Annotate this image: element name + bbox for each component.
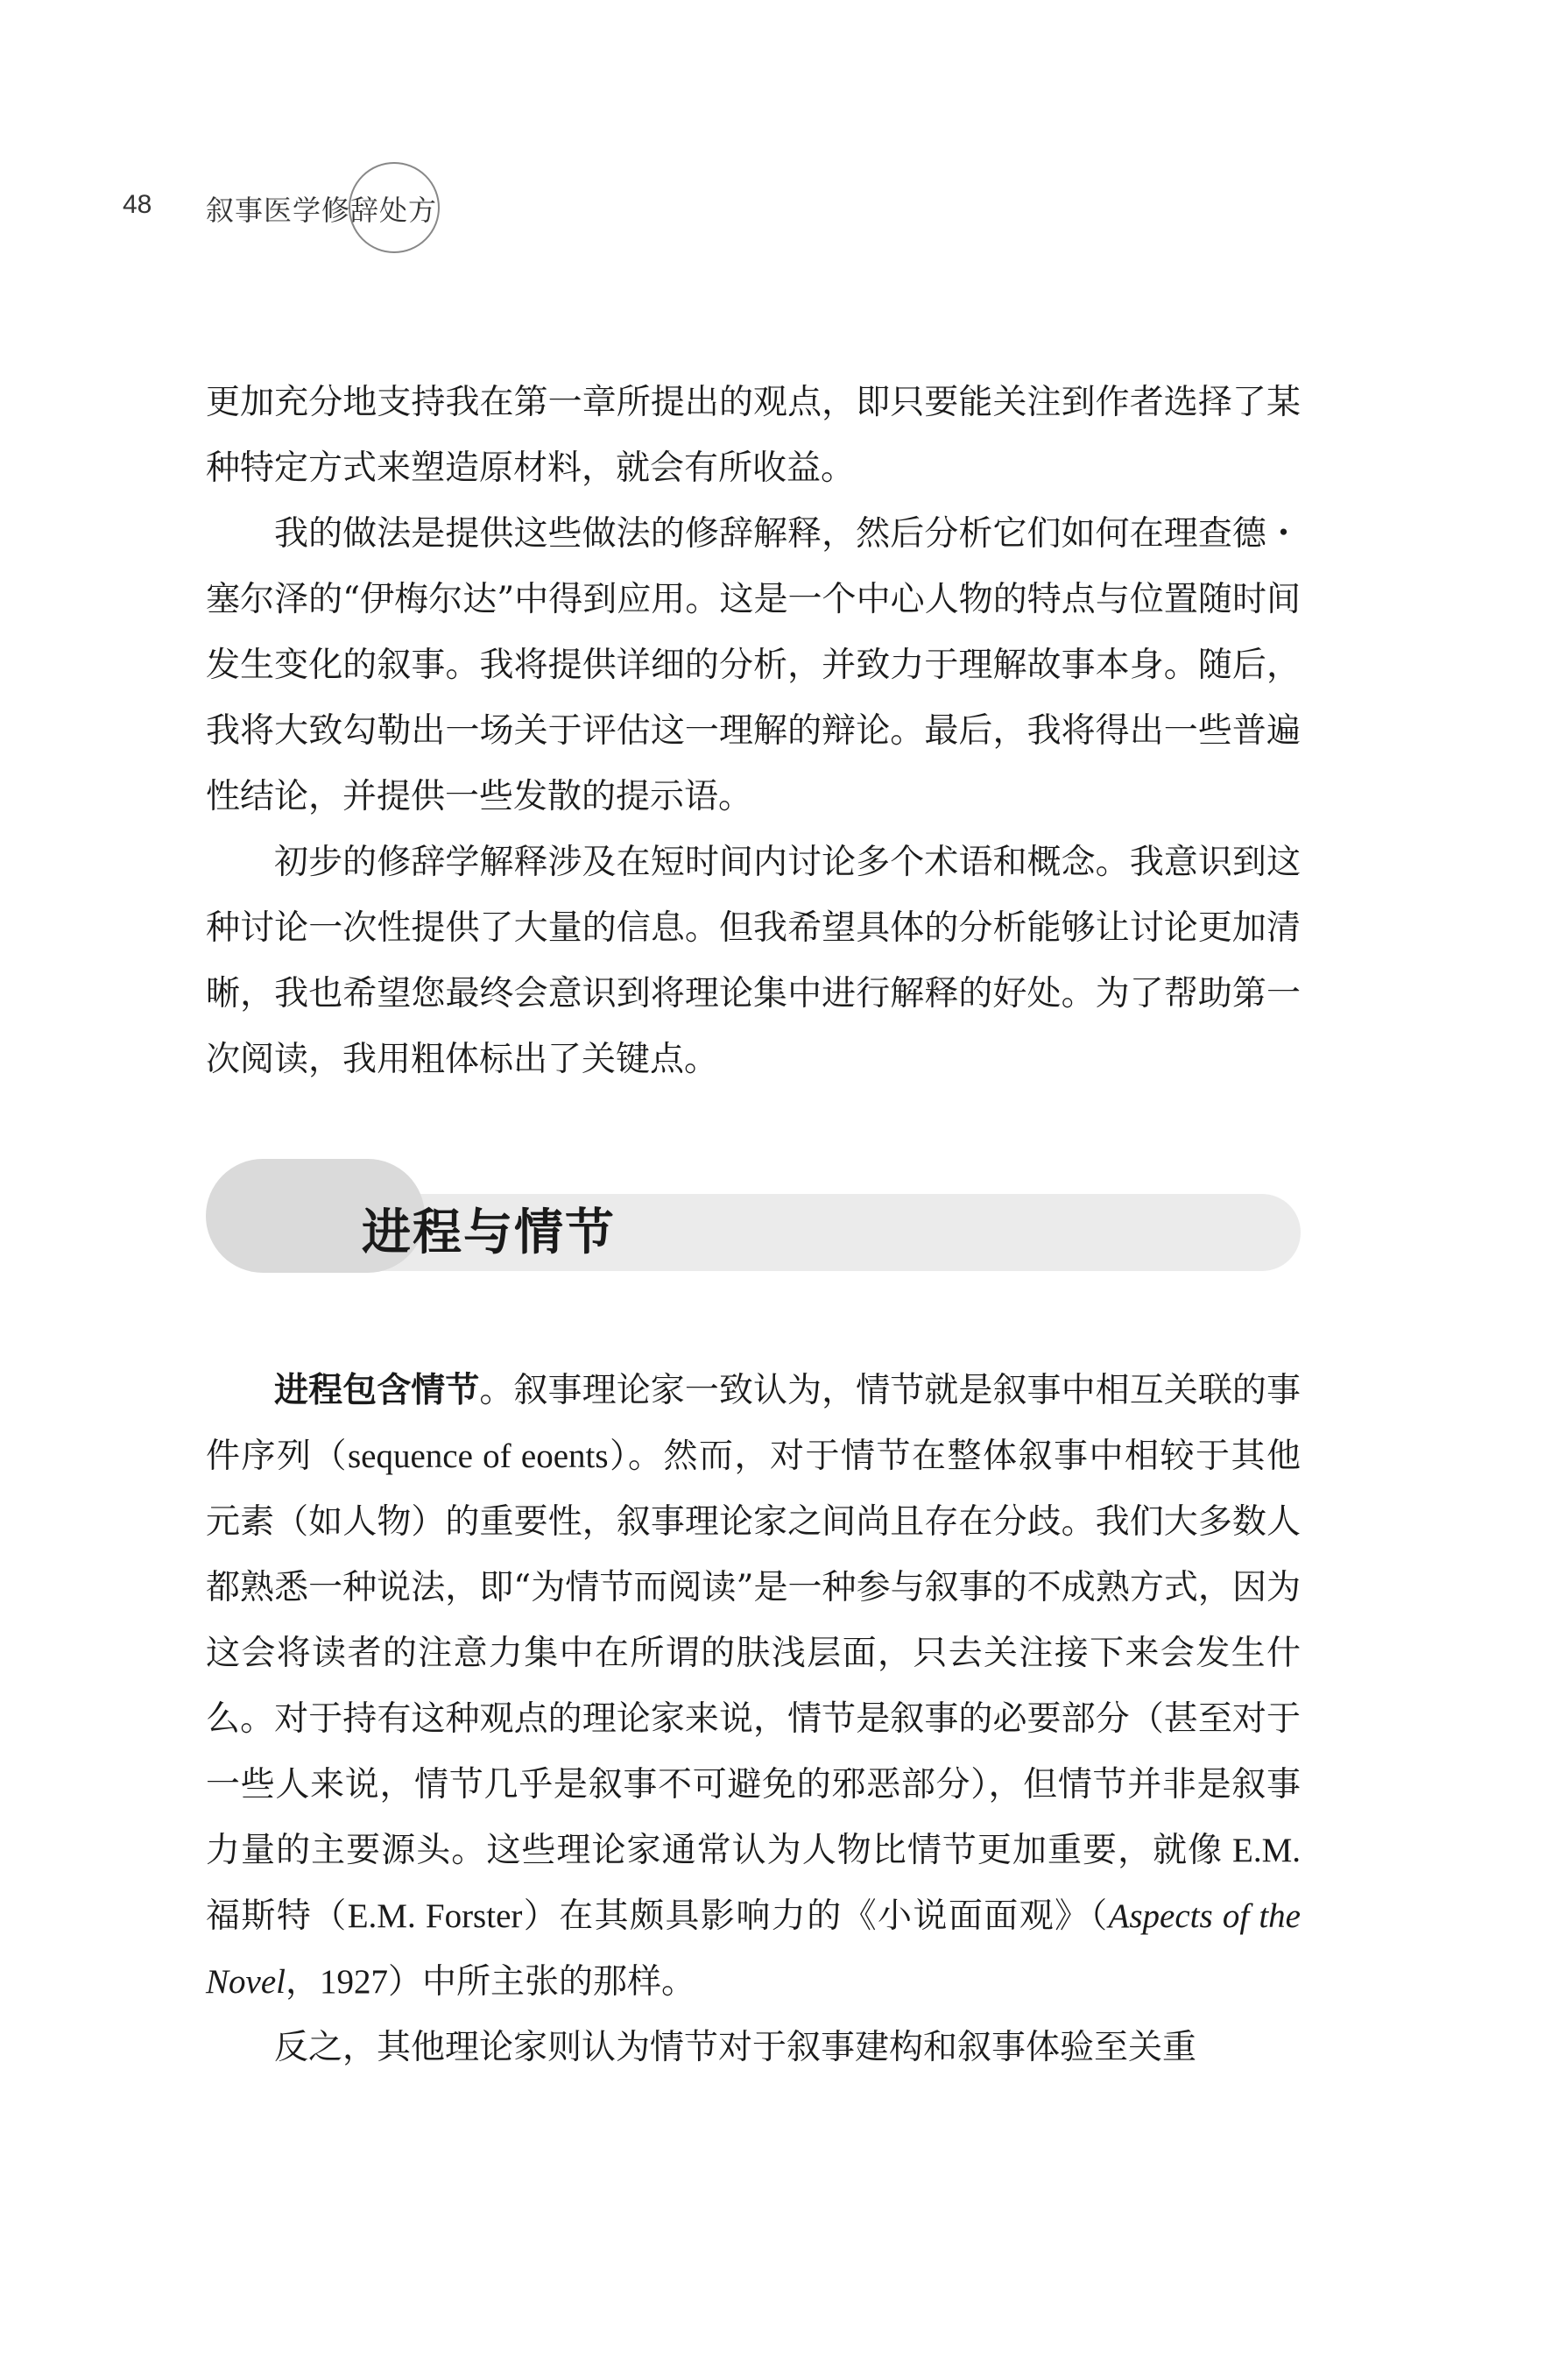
latin-term: E.M. Forster bbox=[347, 1897, 523, 1935]
text-run: ）。然而，对于情节在整体叙事中相较于其他元素（如人物）的重要性，叙事理论家之间尚且存在分歧。我们大多数人都熟悉一种说法，即“为情节而阅读”是一种参与叙事的不成熟方式，因为这会将读者的注意力集中在所谓的肤浅层面，只去关注接下来会发生什么。对于持有这种观点的理论家来说，情节是叙事的必要部分（甚至对于一些人来说，情节几乎是叙事不可避免的邪恶部分），但情节并非是叙事力量的主要源头。这些理论家通常认为人物比情节更加重要，就像 bbox=[206, 1437, 1301, 1870]
body-text-top bbox=[206, 370, 1301, 1092]
section-title: 进程与情节 bbox=[362, 1204, 616, 1261]
latin-term: sequence of eoents bbox=[348, 1437, 609, 1475]
body-text-bottom bbox=[206, 1358, 1301, 2080]
year: 1927 bbox=[319, 1963, 388, 2001]
paragraph: 我的做法是提供这些做法的修辞解释，然后分析它们如何在理查德・塞尔泽的“伊梅尔达”中得到应用。这是一个中心人物的特点与位置随时间发生变化的叙事。我将提供详细的分析，并致力于理解故事本身。随后，我将大致勾勒出一场关于评估这一理解的辩论。最后，我将得出一些普遍性结论，并提供一些发散的提示语。 bbox=[206, 514, 1301, 816]
running-header bbox=[123, 180, 648, 241]
text-run: 。叙事理论家一致认为，情节就是叙事中相互关联的事件序列（ bbox=[206, 1371, 1301, 1476]
page-number: 48 bbox=[123, 190, 152, 219]
paragraph: 初步的修辞学解释涉及在短时间内讨论多个术语和概念。我意识到这种讨论一次性提供了大量的信息。但我希望具体的分析能够让讨论更加清晰，我也希望您最终会意识到将理论集中进行解释的好处。为了帮助第一次阅读，我用粗体标出了关键点。 bbox=[206, 843, 1301, 1079]
latin-term: E.M. bbox=[1223, 1832, 1301, 1869]
bold-key-point: 进程包含情节 bbox=[274, 1371, 480, 1410]
section-heading-banner bbox=[206, 1155, 1301, 1277]
text-run: ， bbox=[285, 1962, 320, 2002]
book-title: 叙事医学修辞处方 bbox=[206, 194, 438, 227]
paragraph bbox=[206, 1358, 1301, 2015]
text-run: ）中所主张的那样。 bbox=[387, 1962, 695, 2002]
paragraph: 反之，其他理论家则认为情节对于叙事建构和叙事体验至关重 bbox=[274, 2028, 1197, 2067]
book-title-italic: Aspects of the Novel bbox=[206, 1897, 1301, 2001]
text-run: 福斯特（ bbox=[206, 1896, 348, 1936]
text-run: ）在其颇具影响力的《小说面面观》（ bbox=[522, 1896, 1109, 1936]
paragraph-continuation: 更加充分地支持我在第一章所提出的观点，即只要能关注到作者选择了某种特定方式来塑造原材料，就会有所收益。 bbox=[206, 383, 1301, 488]
